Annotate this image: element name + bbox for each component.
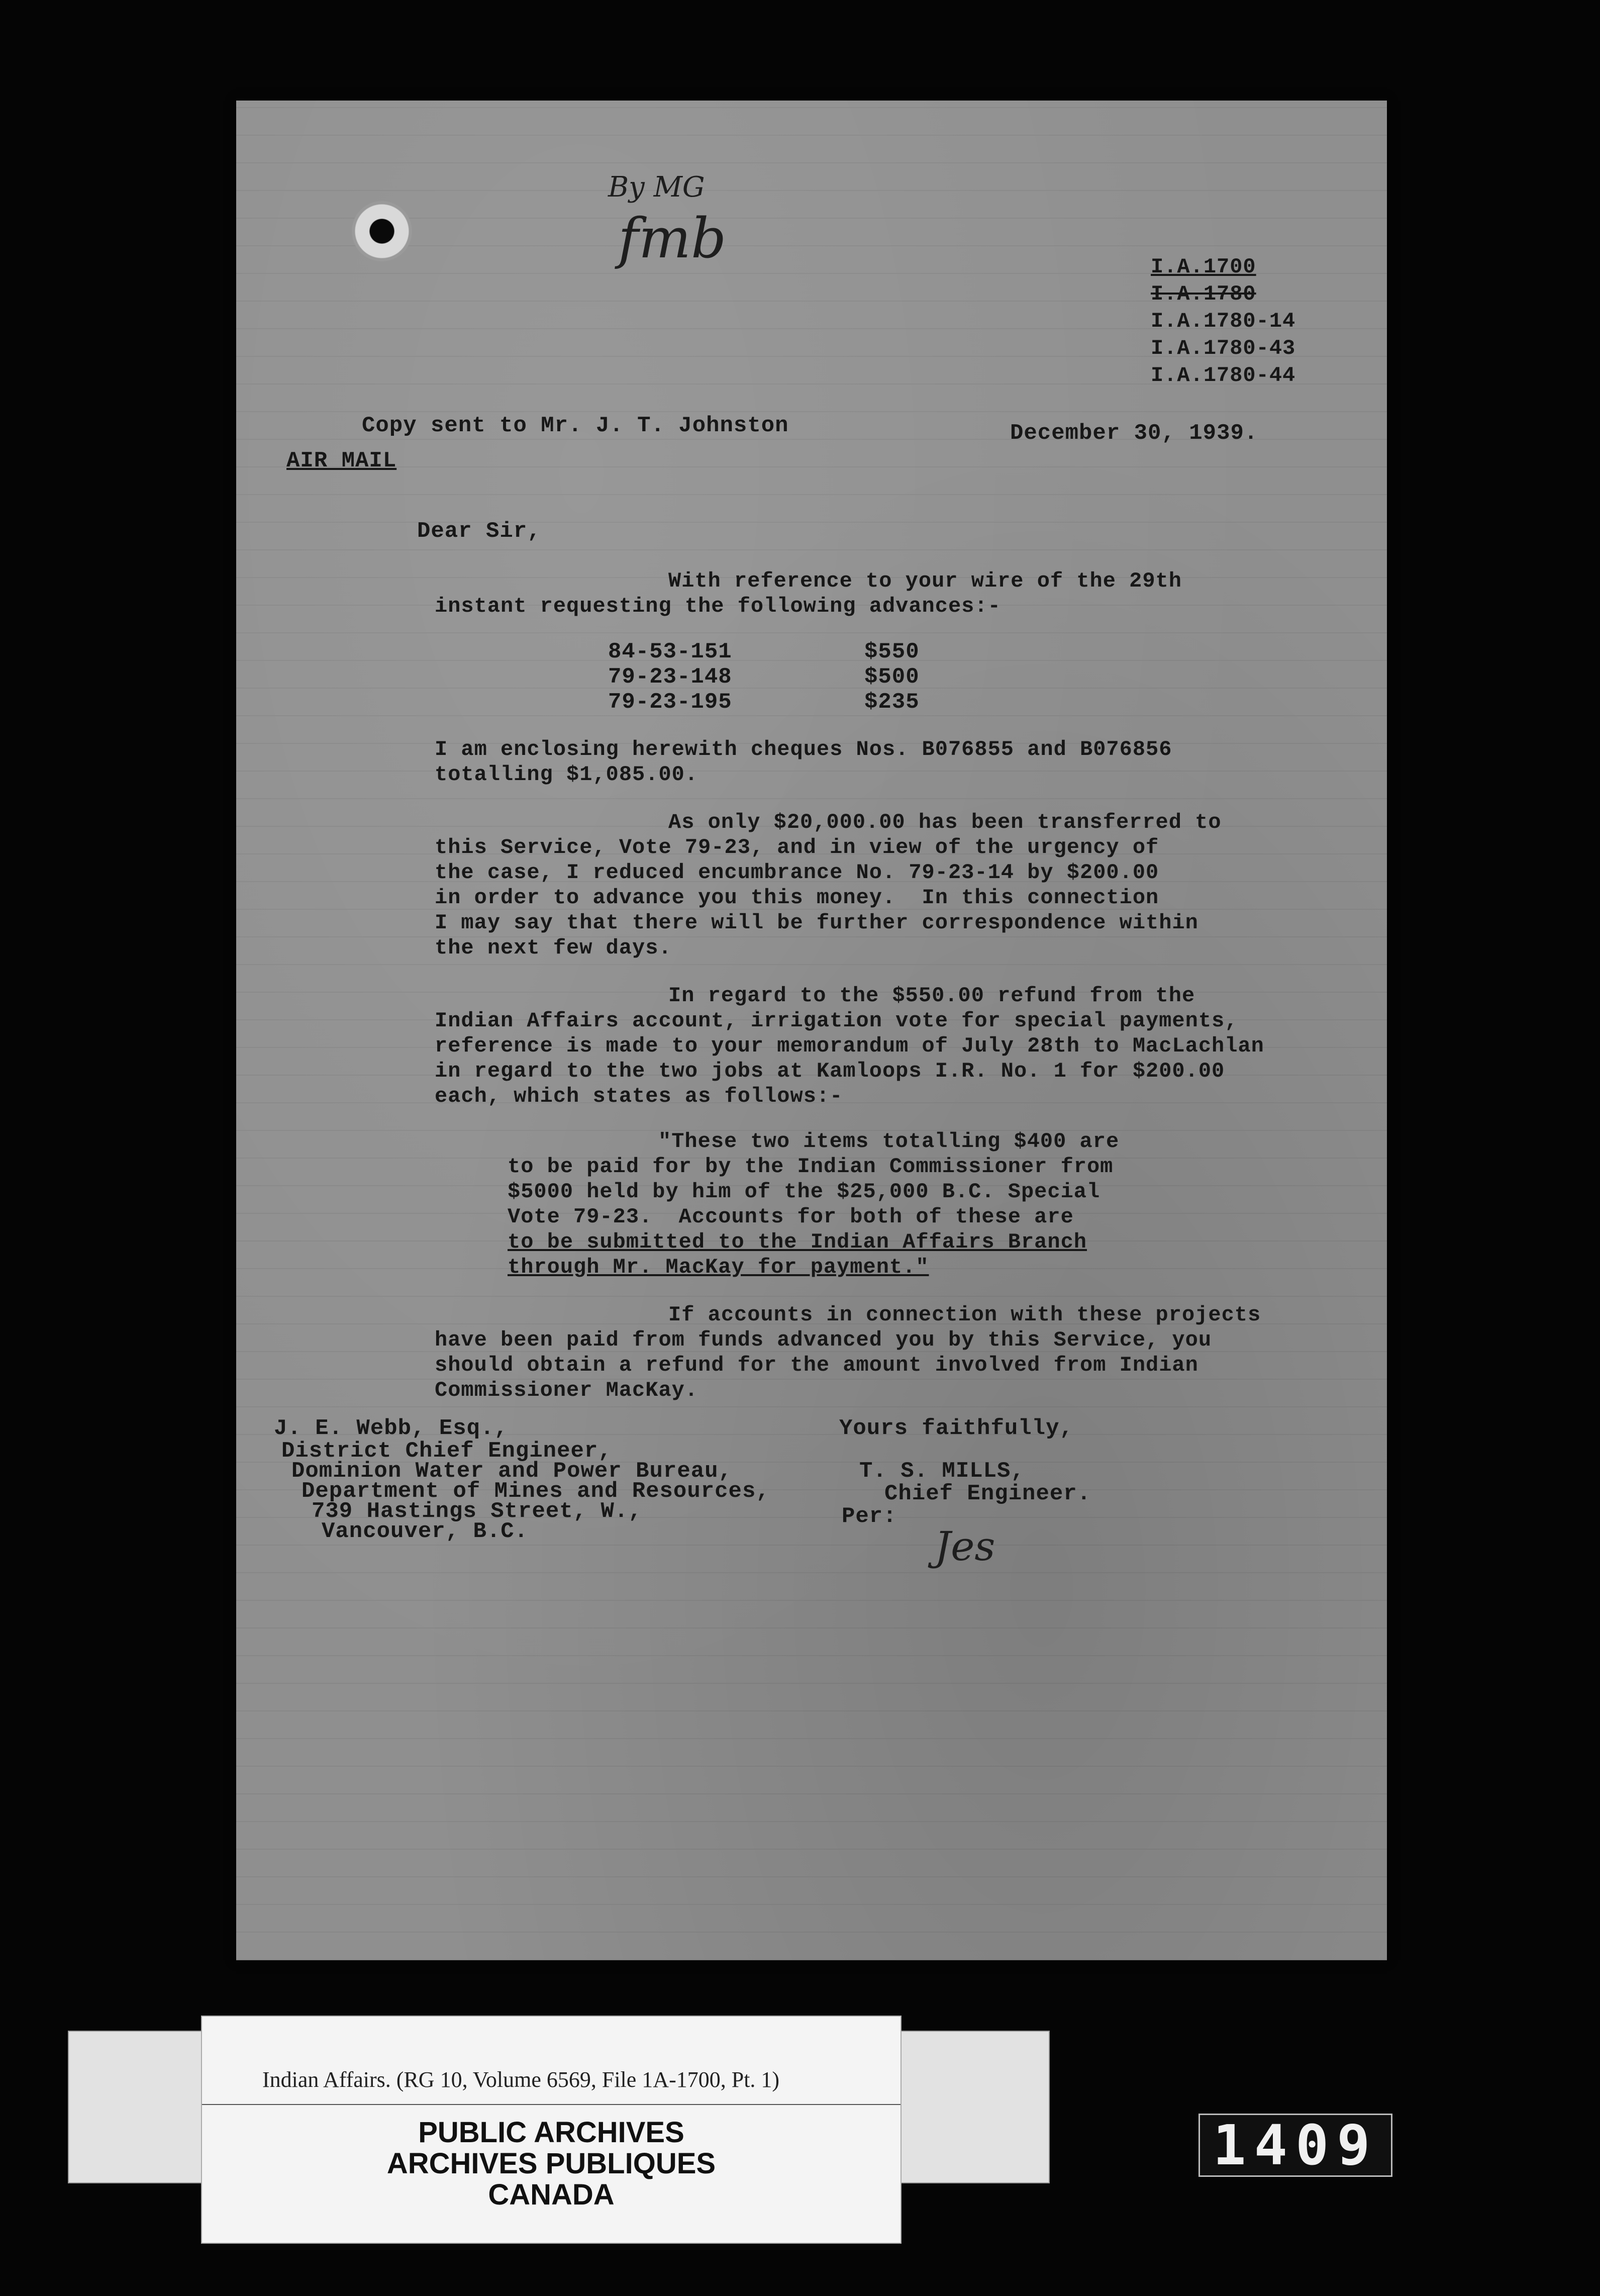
frame-number: 1409: [1198, 2114, 1392, 2177]
text-line: each, which states as follows:-: [435, 1084, 843, 1108]
text-line: in order to advance you this money. In this connection: [435, 886, 1159, 910]
quote-line: to be paid for by the Indian Commissioner from: [508, 1155, 1114, 1179]
archive-caption: Indian Affairs. (RG 10, Volume 6569, File 1A-1700, Pt. 1): [262, 2067, 780, 2092]
text-line: this Service, Vote 79-23, and in view of the urgency of: [435, 835, 1159, 859]
text-line: the next few days.: [435, 936, 672, 960]
text-line: With reference to your wire of the 29th: [668, 569, 1182, 593]
archive-name-fr: ARCHIVES PUBLIQUES: [386, 2147, 716, 2180]
salutation: Dear Sir,: [417, 519, 541, 544]
signatory-title: Chief Engineer.: [884, 1481, 1091, 1506]
addressee-line: J. E. Webb, Esq.,: [274, 1416, 508, 1441]
addressee-line: Department of Mines and Resources,: [302, 1479, 770, 1504]
per-label: Per:: [842, 1504, 897, 1529]
letter-page: [236, 101, 1387, 1960]
archive-name-en: PUBLIC ARCHIVES: [418, 2116, 684, 2149]
text-line: instant requesting the following advances:-: [435, 594, 1001, 618]
file-ref: I.A.1780-44: [1151, 363, 1296, 388]
advance-code: 79-23-195: [608, 690, 732, 715]
advance-code: 84-53-151: [608, 639, 732, 664]
text-line: in regard to the two jobs at Kamloops I.R. No. 1 for $200.00: [435, 1059, 1225, 1083]
quote-line: "These two items totalling $400 are: [658, 1129, 1120, 1154]
advance-code: 79-23-148: [608, 664, 732, 690]
text-line: totalling $1,085.00.: [435, 762, 698, 787]
text-line: In regard to the $550.00 refund from the: [668, 984, 1195, 1008]
archive-name: [202, 2117, 901, 2211]
air-mail-label: AIR MAIL: [286, 448, 397, 473]
addressee-line: District Chief Engineer,: [281, 1439, 612, 1464]
quote-line: through Mr. MacKay for payment.": [508, 1255, 929, 1279]
text-line: As only $20,000.00 has been transferred to: [668, 810, 1222, 834]
text-line: If accounts in connection with these projects: [668, 1303, 1261, 1327]
archive-label: [201, 2016, 902, 2244]
addressee-line: 739 Hastings Street, W.,: [312, 1499, 642, 1524]
advance-amount: $500: [864, 664, 920, 690]
archive-country: CANADA: [488, 2178, 615, 2211]
advance-amount: $235: [864, 690, 920, 715]
letter-date: December 30, 1939.: [1010, 421, 1258, 446]
file-ref: I.A.1780-43: [1151, 336, 1296, 360]
quote-line: to be submitted to the Indian Affairs Branch: [508, 1230, 1087, 1254]
quote-line: $5000 held by him of the $25,000 B.C. Special: [508, 1180, 1101, 1204]
text-line: the case, I reduced encumbrance No. 79-23-14 by $200.00: [435, 860, 1159, 885]
text-line: should obtain a refund for the amount involved from Indian: [435, 1353, 1198, 1377]
file-ref: I.A.1700: [1151, 255, 1256, 279]
file-ref: I.A.1780-14: [1151, 309, 1296, 333]
handwritten-signature: Jes: [935, 1523, 995, 1570]
closing: Yours faithfully,: [839, 1416, 1073, 1441]
punch-hole: [352, 201, 412, 261]
file-reference-list: [1151, 256, 1295, 392]
handwritten-initials-sub: fmb: [618, 206, 727, 270]
file-ref: I.A.1780: [1151, 282, 1256, 306]
addressee-line: Vancouver, B.C.: [322, 1519, 529, 1544]
text-line: Indian Affairs account, irrigation vote for special payments,: [435, 1009, 1238, 1033]
label-divider: [202, 2104, 901, 2105]
quote-line: Vote 79-23. Accounts for both of these are: [508, 1205, 1074, 1229]
signatory-name: T. S. MILLS,: [859, 1459, 1025, 1484]
text-line: have been paid from funds advanced you by this Service, you: [435, 1328, 1212, 1352]
text-line: Commissioner MacKay.: [435, 1378, 698, 1402]
handwritten-initials-top: By MG: [608, 171, 705, 204]
text-line: I may say that there will be further correspondence within: [435, 911, 1198, 935]
text-line: reference is made to your memorandum of July 28th to MacLachlan: [435, 1034, 1264, 1058]
addressee-line: Dominion Water and Power Bureau,: [291, 1459, 732, 1484]
advance-amount: $550: [864, 639, 920, 664]
text-line: I am enclosing herewith cheques Nos. B076855 and B076856: [435, 737, 1172, 761]
copy-note: Copy sent to Mr. J. T. Johnston: [362, 413, 789, 438]
